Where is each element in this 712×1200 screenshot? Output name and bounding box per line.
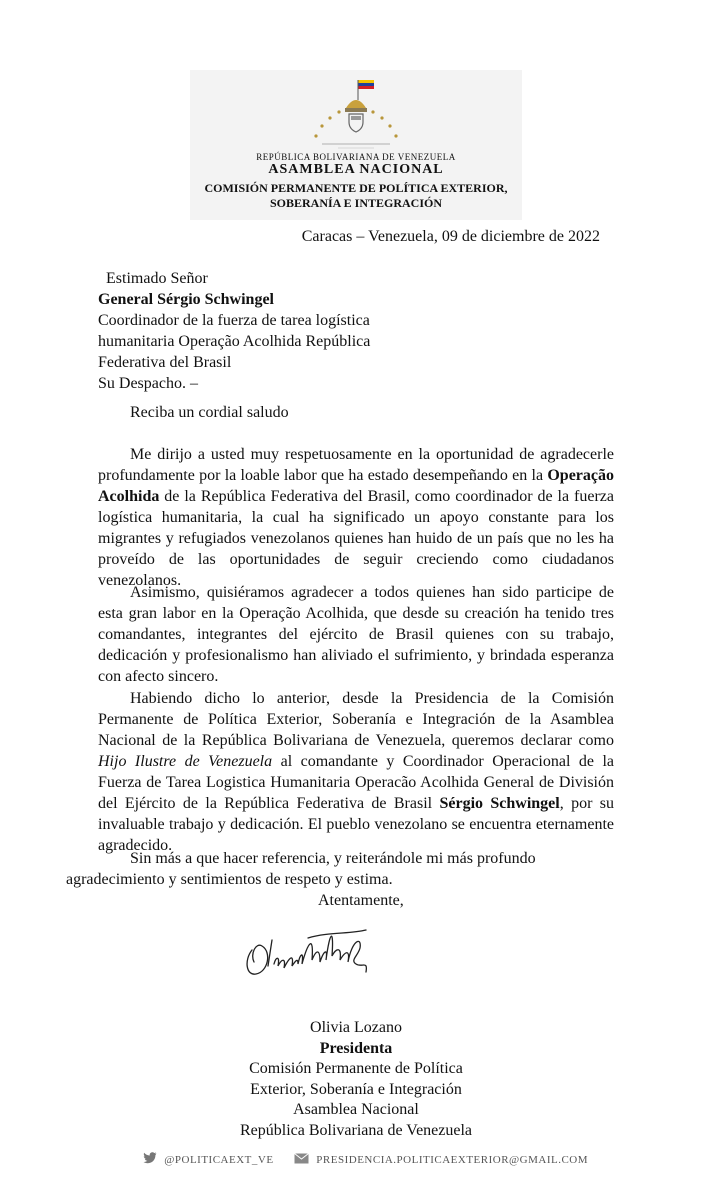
paragraph-text: Asimismo, quisiéramos agradecer a todos quienes han sido participe de esta gran labor en la Operação Acolhida, que desde su creación ha tenido tres comandantes, integrantes del ejército de Brasil quienes con su trabajo, dedicación y profesionalismo han aliviado el sufrimiento, y brindada esperanza con afecto sincero. — [98, 584, 614, 685]
addressee-block — [98, 268, 370, 394]
paragraph-closing — [66, 848, 614, 890]
addressee-line: humanitaria Operação Acolhida República — [98, 333, 371, 350]
letterhead-republic: REPÚBLICA BOLIVARIANA DE VENEZUELA — [256, 152, 456, 162]
twitter-handle: @POLITICAEXT_VE — [164, 1153, 274, 1166]
handwritten-signature — [238, 920, 388, 986]
letterhead — [190, 70, 522, 220]
footer-contacts — [143, 1152, 588, 1167]
addressee-line: Federativa del Brasil — [98, 354, 232, 371]
signer-line: Comisión Permanente de Política — [249, 1060, 463, 1077]
letterhead-commission-line1: COMISIÓN PERMANENTE DE POLÍTICA EXTERIOR, — [204, 181, 508, 195]
letter-date: Caracas – Venezuela, 09 de diciembre de 2022 — [301, 228, 600, 245]
paragraph-text: Habiendo dicho lo anterior, desde la Presidencia de la Comisión Permanente de Política Exterior, Soberanía e Integración de la Asamblea Nacional de la República Bolivariana de Venezuela, queremos declarar como — [98, 690, 614, 749]
signer-line: República Bolivariana de Venezuela — [239, 1121, 473, 1139]
operation-name: Operação Acolhida — [98, 467, 614, 505]
paragraph-thanks — [98, 444, 614, 591]
paragraph-text: Me dirijo a usted muy respetuosamente en la oportunidad de agradecerle profundamente por la loable labor que ha estado desempeñando en la — [98, 446, 614, 484]
honorary-title: Hijo Ilustre de Venezuela — [98, 753, 273, 770]
greeting: Reciba un cordial saludo — [130, 404, 289, 421]
paragraph-text: agradecimiento y sentimientos de respeto y estima. — [66, 871, 393, 888]
letterhead-commission-line2: SOBERANÍA E INTEGRACIÓN — [269, 196, 443, 210]
letterhead-assembly: ASAMBLEA NACIONAL — [268, 162, 444, 177]
paragraph-text: , por su invaluable trabajo y dedicación. El pueblo venezolano se encuentra eternamente agradecido. — [98, 795, 615, 854]
honoree-name: Sérgio Schwingel — [439, 795, 560, 812]
addressee-line: Su Despacho. – — [98, 375, 198, 392]
paragraph-text: al comandante y Coordinador Operacional de la Fuerza de Tarea Logistica Humanitaria Operacão Acolhida General de División del Ejército de la República Federativa de Brasil — [98, 753, 615, 812]
addressee-name: General Sérgio Schwingel — [98, 291, 274, 308]
signer-line: Exterior, Soberanía e Integración — [250, 1080, 462, 1098]
signer-title: Presidenta — [319, 1039, 393, 1057]
national-assembly-emblem-icon — [302, 78, 410, 150]
paragraph-declaration — [98, 688, 614, 856]
addressee-line: Coordinador de la fuerza de tarea logística — [98, 312, 370, 329]
closing: Atentamente, — [318, 892, 404, 909]
twitter-bird-icon — [143, 1152, 157, 1167]
signer-block — [220, 1018, 492, 1141]
contact-email: PRESIDENCIA.POLITICAEXTERIOR@GMAIL.COM — [316, 1153, 589, 1166]
paragraph-text: Sin más a que hacer referencia, y reiterándole mi más profundo — [130, 850, 536, 867]
paragraph-text: de la República Federativa del Brasil, como coordinador de la fuerza logística humanitaria, la cual ha significado un apoyo constante para los migrantes y refugiados venezolanos quienes han huido de un país que no les ha proveído de las oportunidades de seguir creciendo como ciudadanos venezolanos. — [98, 488, 614, 589]
salutation: Estimado Señor — [106, 270, 208, 287]
signer-name: Olivia Lozano — [310, 1019, 402, 1036]
paragraph-gratitude — [98, 582, 614, 687]
envelope-icon — [294, 1153, 309, 1167]
signer-line: Asamblea Nacional — [293, 1101, 419, 1118]
